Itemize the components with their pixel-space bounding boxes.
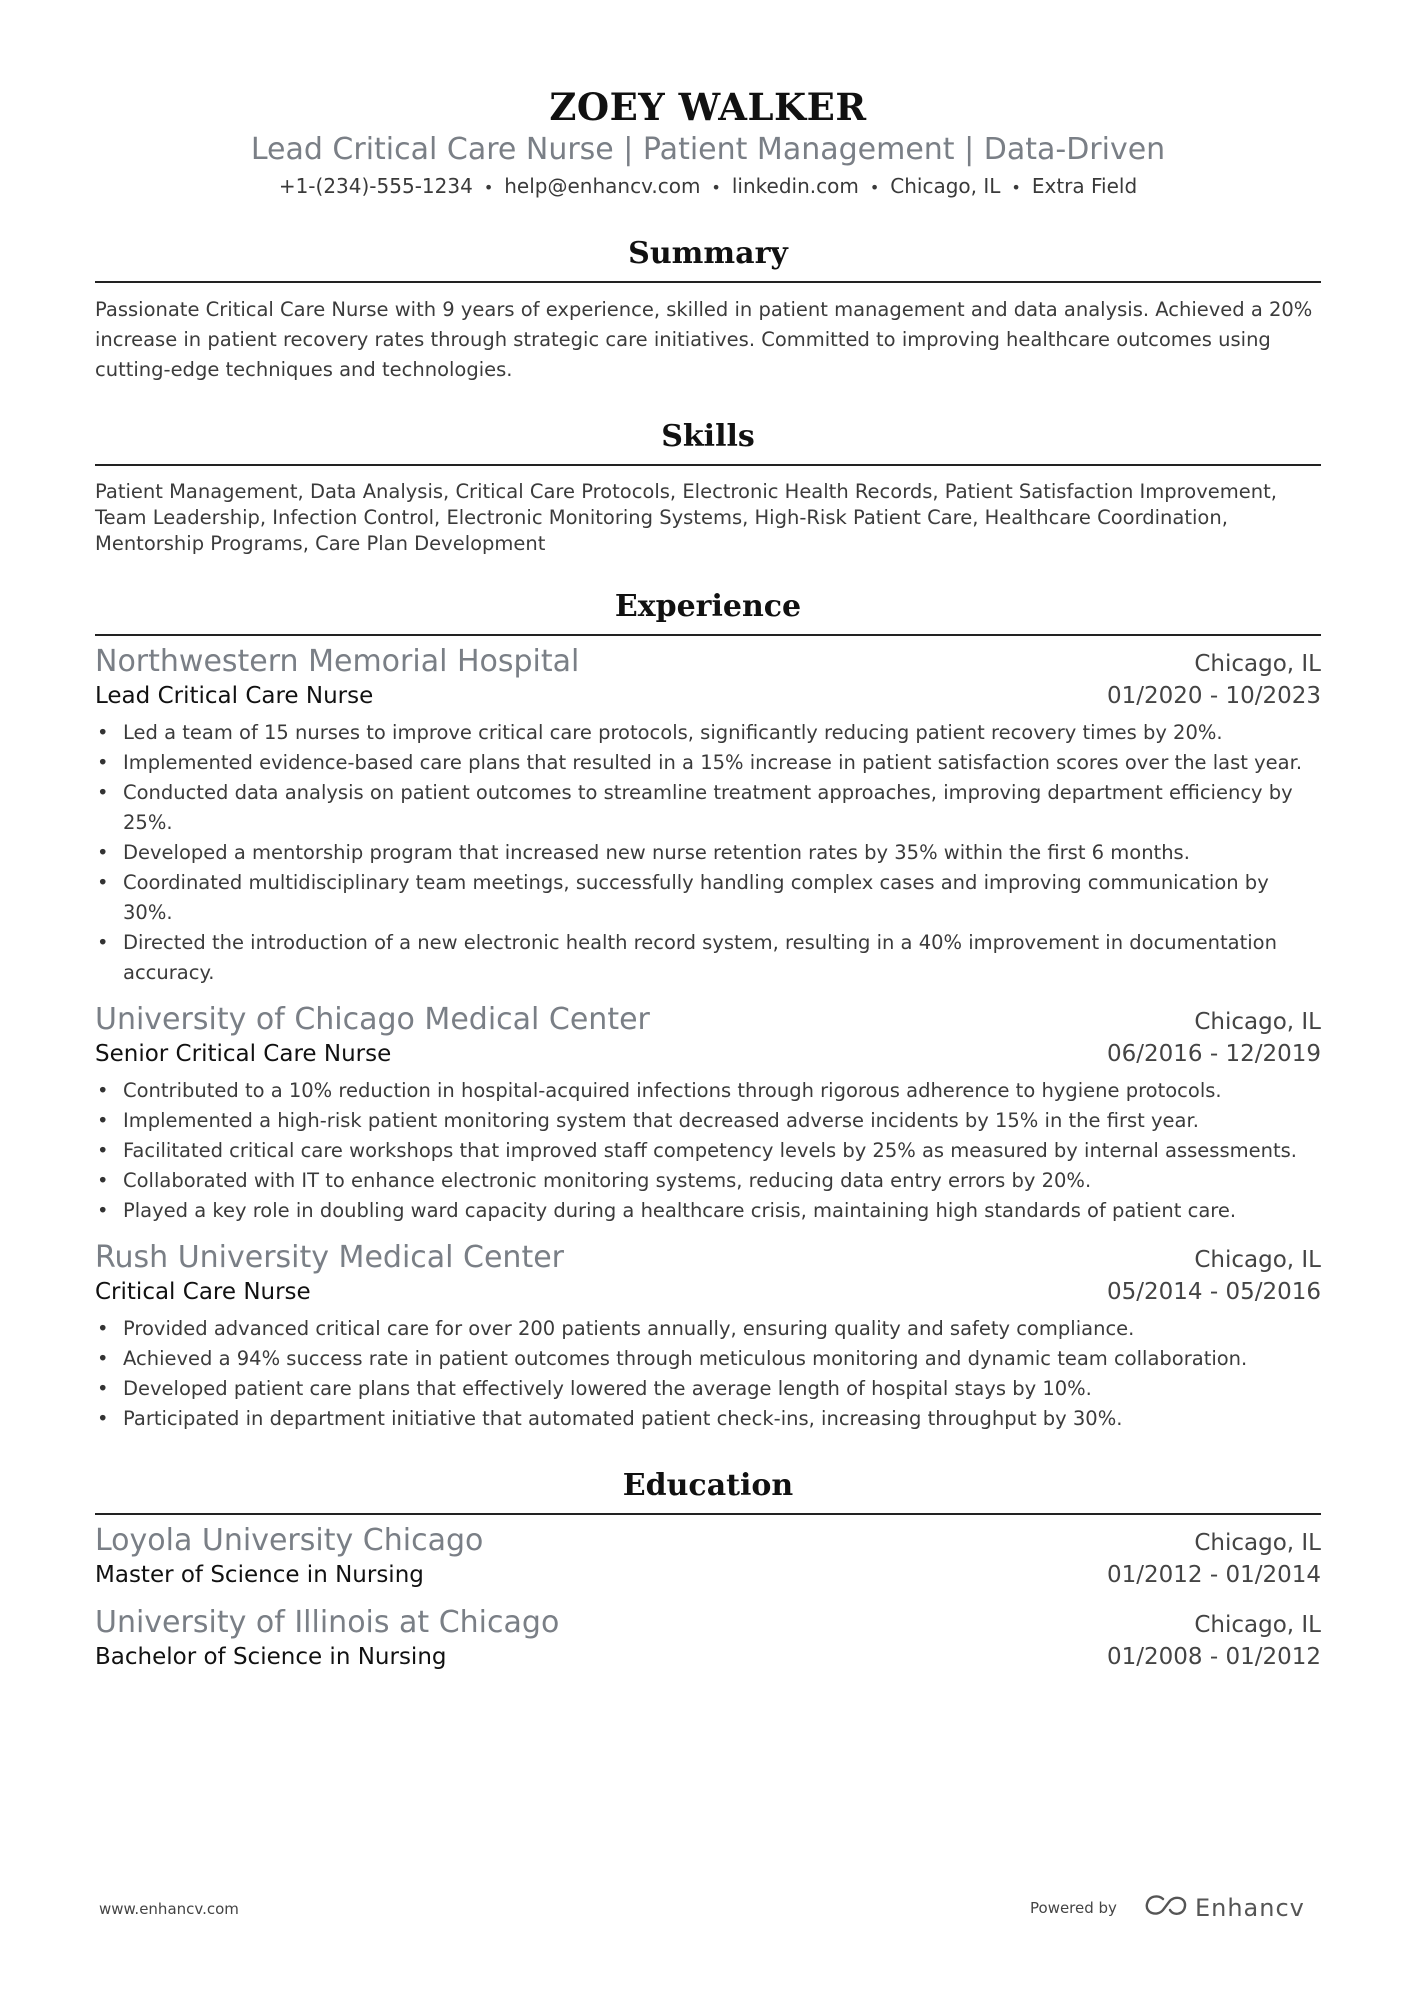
bullet-item: • Facilitated critical care workshops that improved staff competency levels by 25% as measured by internal assessments. bbox=[95, 1136, 1321, 1166]
bullet-item: • Coordinated multidisciplinary team meetings, successfully handling complex cases and improving communication by 30%. bbox=[95, 868, 1321, 928]
footer-website-link[interactable]: www.enhancv.com bbox=[99, 1900, 239, 1918]
candidate-headline: Lead Critical Care Nurse | Patient Management | Data-Driven bbox=[250, 132, 1166, 167]
footer-branding[interactable] bbox=[1030, 1893, 1305, 1923]
school-name: Loyola University Chicago bbox=[95, 1523, 484, 1558]
bullet-item: • Implemented a high-risk patient monitoring system that decreased adverse incidents by 15% in the first year. bbox=[95, 1106, 1321, 1136]
section-divider bbox=[95, 464, 1321, 466]
candidate-name: ZOEY WALKER bbox=[549, 85, 867, 129]
employer-name: University of Chicago Medical Center bbox=[95, 1002, 650, 1037]
job-bullets bbox=[95, 718, 1321, 988]
summary-text: Passionate Critical Care Nurse with 9 years of experience, skilled in patient management and data analysis. Achieved a 20% increase in patient recovery rates through strategic care initiatives. Committed to improving healthcare outcomes using cutting-edge techniques and technologies. bbox=[95, 298, 1313, 381]
experience-entry bbox=[95, 1240, 1321, 1434]
job-location: Chicago, IL bbox=[1194, 1247, 1321, 1273]
contact-separator: • bbox=[869, 178, 880, 197]
job-dates: 05/2014 - 05/2016 bbox=[1106, 1279, 1321, 1305]
school-name: University of Illinois at Chicago bbox=[95, 1605, 560, 1640]
contact-extra: Extra Field bbox=[1031, 174, 1138, 198]
job-bullets bbox=[95, 1076, 1321, 1226]
degree-name: Bachelor of Science in Nursing bbox=[95, 1644, 447, 1670]
bullet-item: • Participated in department initiative that automated patient check-ins, increasing throughput by 30%. bbox=[95, 1404, 1321, 1434]
section-title-experience: Experience bbox=[614, 589, 802, 624]
bullet-item: • Implemented evidence-based care plans that resulted in a 15% increase in patient satisfaction scores over the last year. bbox=[95, 748, 1321, 778]
bullet-item: • Achieved a 94% success rate in patient outcomes through meticulous monitoring and dynamic team collaboration. bbox=[95, 1344, 1321, 1374]
bullet-item: • Developed a mentorship program that increased new nurse retention rates by 35% within the first 6 months. bbox=[95, 838, 1321, 868]
bullet-item: • Led a team of 15 nurses to improve critical care protocols, significantly reducing patient recovery times by 20%. bbox=[95, 718, 1321, 748]
job-title: Lead Critical Care Nurse bbox=[95, 683, 374, 709]
section-title-summary: Summary bbox=[628, 236, 788, 271]
bullet-item: • Directed the introduction of a new electronic health record system, resulting in a 40% improvement in documentation accuracy. bbox=[95, 928, 1321, 988]
contact-location: Chicago, IL bbox=[890, 174, 1001, 198]
bullet-item: • Played a key role in doubling ward capacity during a healthcare crisis, maintaining high standards of patient care. bbox=[95, 1196, 1321, 1226]
section-title-skills: Skills bbox=[661, 419, 755, 454]
degree-name: Master of Science in Nursing bbox=[95, 1562, 424, 1588]
section-title-education: Education bbox=[622, 1468, 794, 1503]
summary-section bbox=[95, 234, 1321, 385]
enhancv-logo-icon bbox=[1143, 1893, 1189, 1923]
bullet-item: • Collaborated with IT to enhance electronic monitoring systems, reducing data entry errors by 20%. bbox=[95, 1166, 1321, 1196]
education-entry bbox=[95, 1523, 1321, 1591]
contact-separator: • bbox=[711, 178, 721, 197]
brand-name: Enhancv bbox=[1194, 1894, 1305, 1922]
contact-line bbox=[95, 172, 1321, 202]
job-bullets bbox=[95, 1314, 1321, 1434]
bullet-item: • Developed patient care plans that effectively lowered the average length of hospital stays by 10%. bbox=[95, 1374, 1321, 1404]
education-section bbox=[95, 1466, 1321, 1673]
skills-section bbox=[95, 417, 1321, 557]
job-location: Chicago, IL bbox=[1194, 651, 1321, 677]
section-divider bbox=[95, 634, 1321, 636]
contact-phone: +1-(234)-555-1234 bbox=[278, 174, 473, 198]
section-divider bbox=[95, 1513, 1321, 1515]
education-entry bbox=[95, 1605, 1321, 1673]
employer-name: Northwestern Memorial Hospital bbox=[95, 644, 580, 679]
education-dates: 01/2008 - 01/2012 bbox=[1106, 1644, 1321, 1670]
resume-page bbox=[95, 0, 1321, 1673]
experience-entry bbox=[95, 1002, 1321, 1226]
education-dates: 01/2012 - 01/2014 bbox=[1106, 1562, 1321, 1588]
employer-name: Rush University Medical Center bbox=[95, 1240, 564, 1275]
skills-text: Patient Management, Data Analysis, Critical Care Protocols, Electronic Health Records, Patient Satisfaction Improvement, Team Leadership, Infection Control, Electronic Monitoring Systems, High-Risk Patient Care, Healthcare Coordination, Mentorship Programs, Care Plan Development bbox=[95, 480, 1277, 555]
school-location: Chicago, IL bbox=[1194, 1530, 1321, 1556]
job-dates: 01/2020 - 10/2023 bbox=[1106, 683, 1321, 709]
experience-section bbox=[95, 587, 1321, 1434]
bullet-item: • Conducted data analysis on patient outcomes to streamline treatment approaches, improving department efficiency by 25%. bbox=[95, 778, 1321, 838]
job-title: Senior Critical Care Nurse bbox=[95, 1041, 392, 1067]
school-location: Chicago, IL bbox=[1194, 1612, 1321, 1638]
bullet-item: • Provided advanced critical care for over 200 patients annually, ensuring quality and safety compliance. bbox=[95, 1314, 1321, 1344]
job-location: Chicago, IL bbox=[1194, 1009, 1321, 1035]
contact-separator: • bbox=[483, 178, 494, 197]
contact-email: help@enhancv.com bbox=[504, 174, 701, 198]
job-title: Critical Care Nurse bbox=[95, 1279, 311, 1305]
resume-header bbox=[95, 0, 1321, 202]
section-divider bbox=[95, 281, 1321, 283]
contact-separator: • bbox=[1011, 178, 1021, 197]
job-dates: 06/2016 - 12/2019 bbox=[1106, 1041, 1321, 1067]
bullet-item: • Contributed to a 10% reduction in hospital-acquired infections through rigorous adherence to hygiene protocols. bbox=[95, 1076, 1321, 1106]
experience-entry bbox=[95, 644, 1321, 988]
powered-by-label: Powered by bbox=[1030, 1899, 1117, 1917]
contact-linkedin: linkedin.com bbox=[731, 174, 859, 198]
